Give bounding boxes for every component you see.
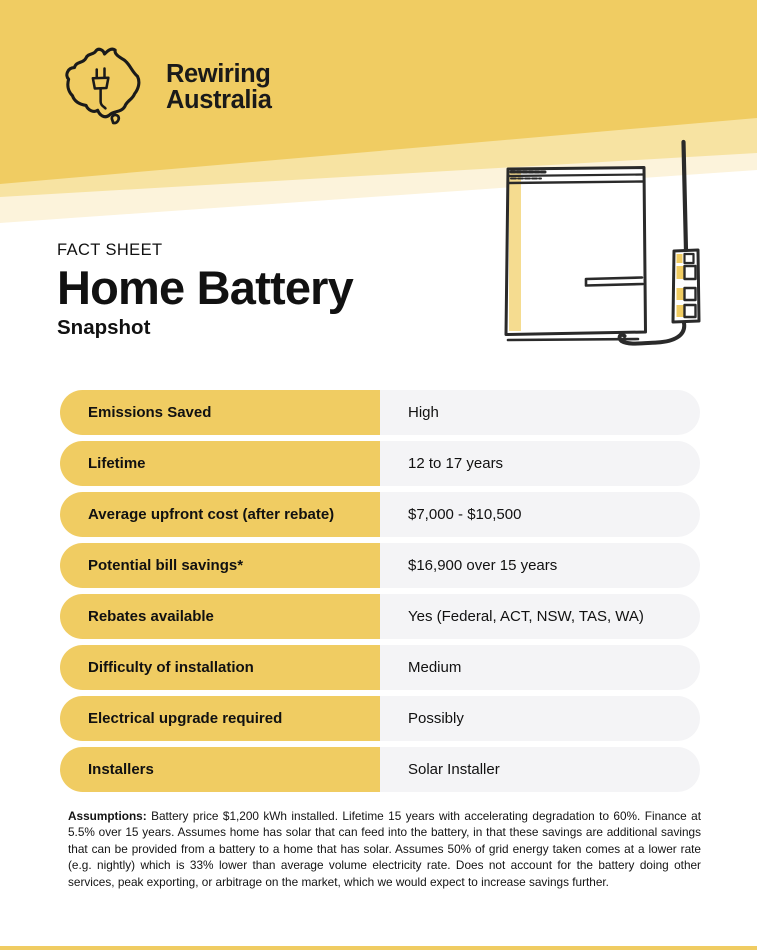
row-label: Average upfront cost (after rebate) [60,492,380,537]
row-value: $16,900 over 15 years [380,543,700,588]
row-value: Yes (Federal, ACT, NSW, TAS, WA) [380,594,700,639]
row-label: Difficulty of installation [60,645,380,690]
table-row [60,390,700,435]
brand-logo [56,44,272,130]
snapshot-table [60,390,700,798]
table-row [60,696,700,741]
assumptions-text: Battery price $1,200 kWh installed. Lifetime 15 years with accelerating degradation to 60%. Finance at 5.5% over 15 years. Assumes home has solar that can feed into the battery, in that these savings are additional savings that can be provided from a battery to a home that has solar. Assumes 50% of grid energy taken comes at a lower rate (e.g. nightly) which is 33% lower than average volume electricity rate. Does not account for the battery doing other services, peak exporting, or arbitrage on the market, which we would expect to increase savings further. [68,809,701,889]
page-title: Home Battery [57,261,353,314]
row-value: 12 to 17 years [380,441,700,486]
brand-name [166,61,272,114]
assumptions-label: Assumptions: [68,809,147,823]
battery-illustration [488,138,716,358]
row-label: Lifetime [60,441,380,486]
row-label: Electrical upgrade required [60,696,380,741]
row-label: Potential bill savings* [60,543,380,588]
table-row [60,747,700,792]
table-row [60,594,700,639]
brand-name-line1: Rewiring [166,59,271,88]
row-value: $7,000 - $10,500 [380,492,700,537]
title-block [57,241,353,338]
row-value: Solar Installer [380,747,700,792]
brand-name-line2: Australia [166,86,272,114]
assumptions-note [68,808,701,890]
table-row [60,441,700,486]
table-row [60,645,700,690]
row-label: Emissions Saved [60,390,380,435]
row-label: Rebates available [60,594,380,639]
row-value: High [380,390,700,435]
row-value: Possibly [380,696,700,741]
fact-sheet-eyebrow: FACT SHEET [57,241,163,259]
footer-bar [0,946,757,950]
row-value: Medium [380,645,700,690]
table-row [60,492,700,537]
australia-map-plug-icon [56,44,153,130]
page-subtitle: Snapshot [57,316,151,339]
table-row [60,543,700,588]
row-label: Installers [60,747,380,792]
